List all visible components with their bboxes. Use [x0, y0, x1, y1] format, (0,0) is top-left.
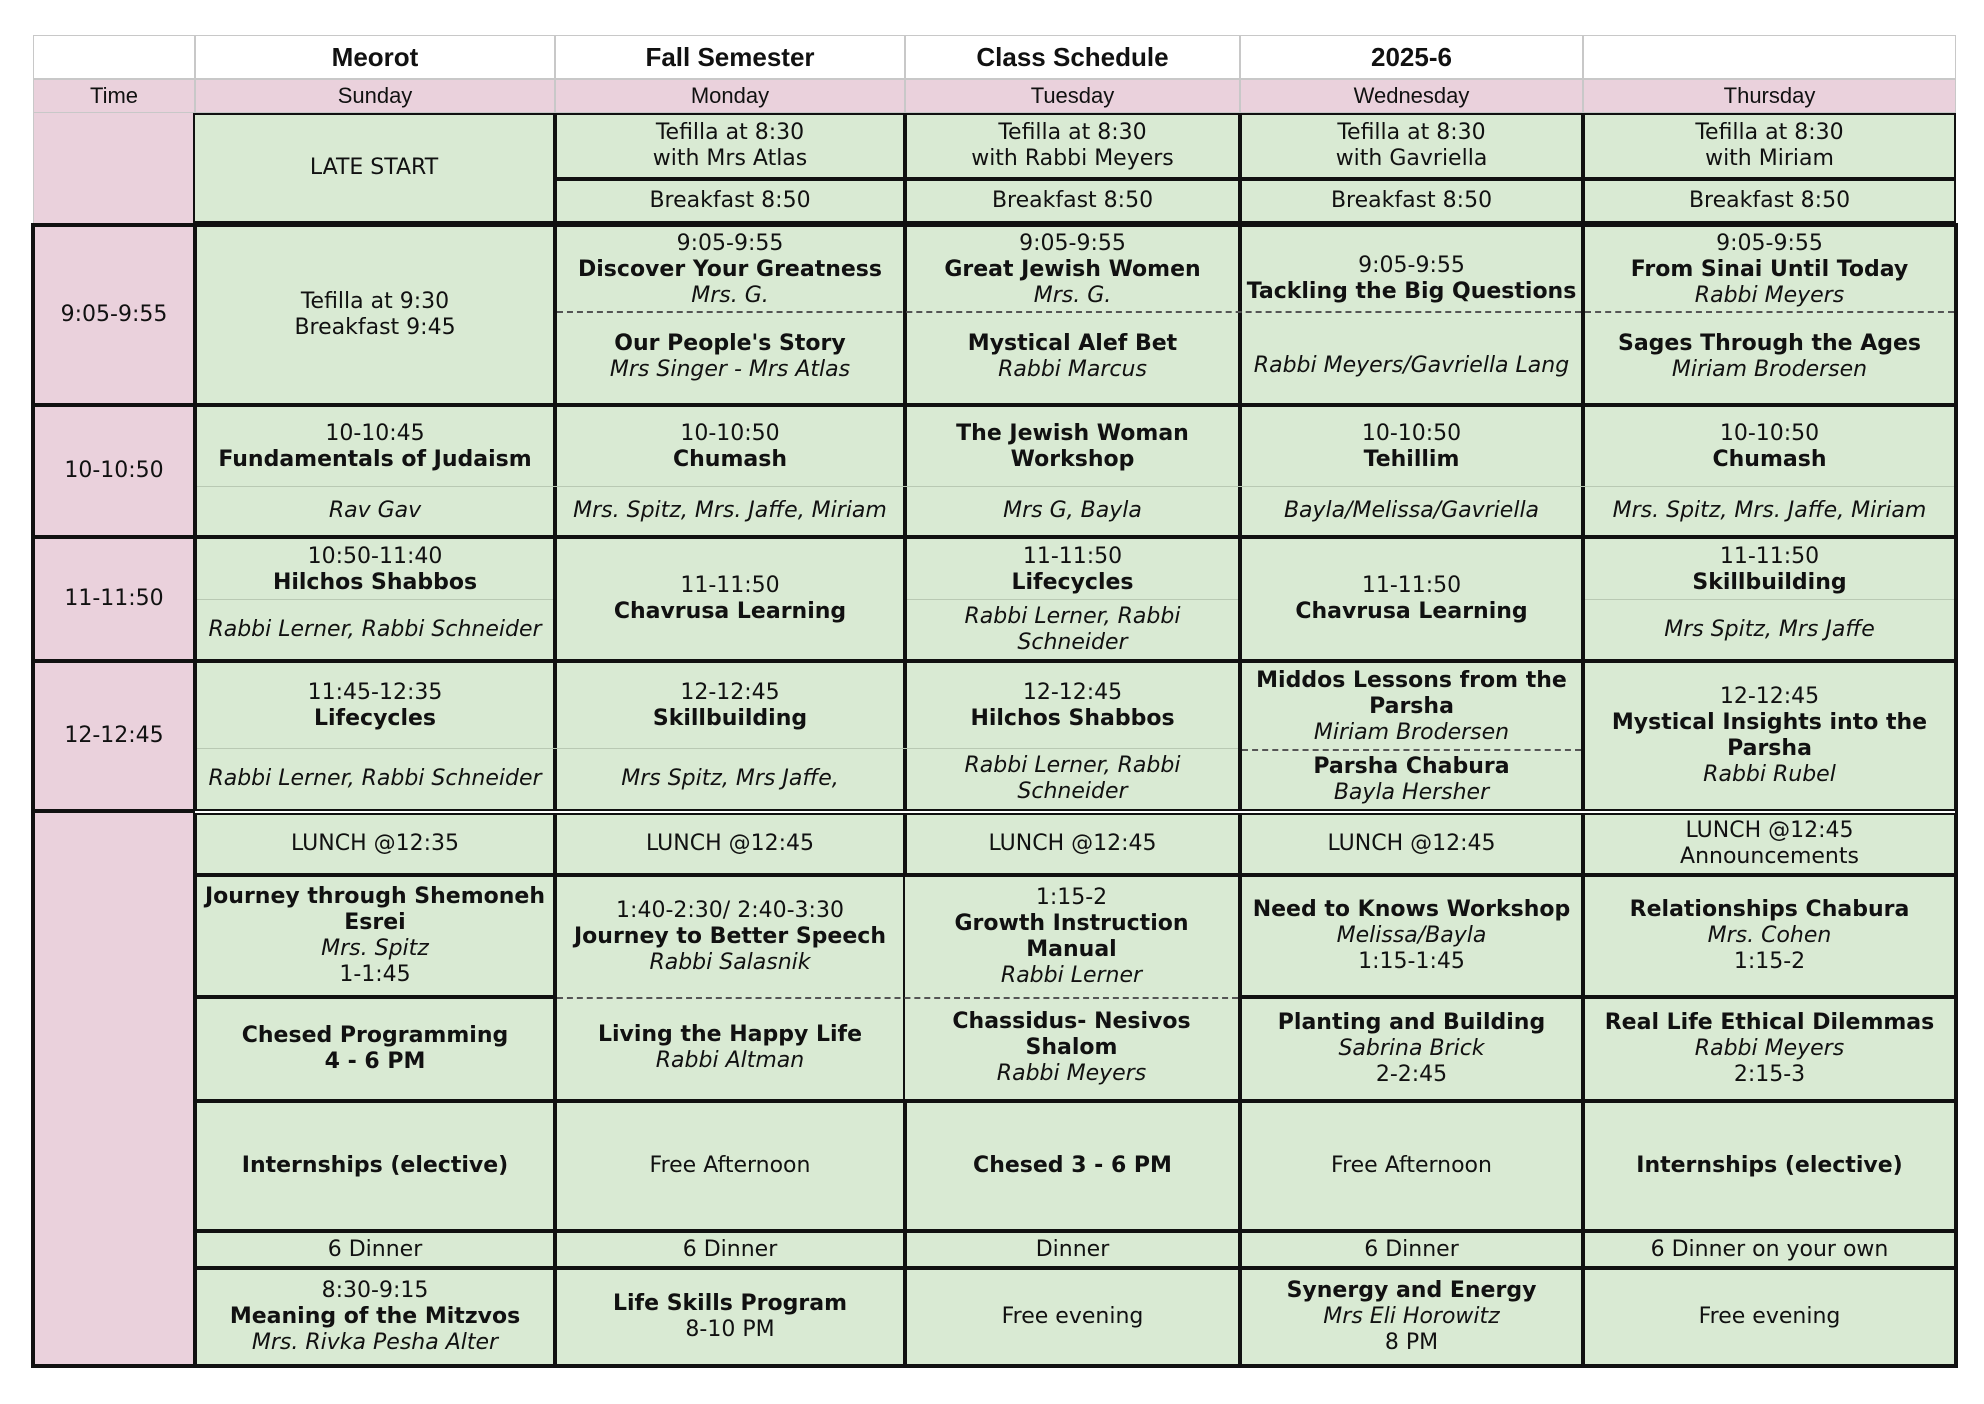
period1-thursday [1583, 225, 1956, 405]
class-teacher: Rav Gav [328, 498, 422, 523]
class-teacher: Melissa/Bayla [1336, 923, 1487, 948]
class-teacher: Mrs Spitz, Mrs Jaffe, [621, 766, 839, 791]
class-time: 8-10 PM [685, 1317, 775, 1342]
class-title: Meaning of the Mitzvos [229, 1304, 521, 1329]
afternoon-evening-time-cell [33, 811, 195, 1366]
time-slot-3 [33, 537, 195, 661]
day-label: Tuesday [1030, 83, 1115, 108]
class-title: Chassidus- Nesivos [952, 1009, 1191, 1034]
time-slot-4 [33, 661, 195, 811]
class-block [557, 227, 903, 313]
class-block [907, 539, 1238, 601]
lunch-monday [555, 813, 905, 875]
class-title: Mystical Alef Bet [967, 331, 1178, 356]
period4-tuesday [905, 661, 1240, 811]
class-teacher: Mrs Singer - Mrs Atlas [609, 357, 851, 382]
class-teacher: Miriam Brodersen [1671, 357, 1868, 382]
tefilla-leader: with Rabbi Meyers [971, 146, 1174, 171]
period3-soft-divider [1585, 599, 1954, 600]
class-block [197, 539, 553, 601]
afternoon1-tuesday [905, 875, 1240, 997]
afternoon2-monday [555, 997, 905, 1101]
lunch-text: LUNCH @12:45 [988, 831, 1157, 856]
class-block [197, 487, 553, 535]
class-time: 8 PM [1384, 1330, 1439, 1355]
title-text: Meorot [331, 42, 419, 72]
breakfast-cell-wednesday [1240, 179, 1583, 223]
class-block [1242, 663, 1581, 751]
header-blank-cell [33, 35, 195, 79]
class-block [1242, 751, 1581, 809]
class-block [557, 663, 903, 749]
day-header-tuesday [905, 79, 1240, 113]
class-title: Real Life Ethical Dilemmas [1604, 1010, 1935, 1035]
class-title: Lifecycles [1011, 570, 1134, 595]
class-title: Journey through Shemoneh [205, 884, 545, 909]
tefilla-cell-thursday [1583, 113, 1956, 179]
period2-sunday [195, 405, 555, 537]
class-time: 12-12:45 [680, 680, 780, 705]
period4-sunday [195, 661, 555, 811]
class-block [557, 487, 903, 535]
class-title: From Sinai Until Today [1630, 257, 1909, 282]
class-title: Chumash [673, 447, 787, 472]
class-block [197, 749, 553, 809]
class-time: 9:05-9:55 [676, 231, 784, 256]
header-blank-cell [1583, 35, 1956, 79]
day-label: Monday [690, 83, 770, 108]
class-block [557, 749, 903, 809]
class-teacher: Schneider [1017, 779, 1128, 804]
class-time: 10-10:45 [325, 421, 425, 446]
class-teacher: Rabbi Rubel [1703, 762, 1836, 787]
class-time: 9:05-9:55 [1019, 231, 1126, 256]
afternoon3-monday [555, 1101, 905, 1231]
class-block [907, 313, 1238, 401]
class-time: 2-2:45 [1375, 1062, 1448, 1087]
class-block [1585, 487, 1954, 535]
class-title: Fundamentals of Judaism [218, 447, 532, 472]
tefilla-time: Tefilla at 9:30 [300, 289, 450, 314]
breakfast-cell-monday [555, 179, 905, 223]
class-time: 10-10:50 [1719, 421, 1820, 446]
afternoon3-wednesday [1240, 1101, 1583, 1231]
class-title: Journey to Better Speech [574, 924, 886, 949]
time-column-header [33, 79, 195, 113]
class-block [1242, 227, 1581, 331]
class-teacher: Mrs Eli Horowitz [1323, 1304, 1500, 1329]
class-title: Mystical Insights into the [1611, 710, 1928, 735]
period1-split-dashed-thursday [1585, 311, 1954, 313]
class-teacher: Mrs Spitz, Mrs Jaffe [1664, 617, 1875, 642]
breakfast-text: Breakfast 8:50 [1330, 188, 1493, 213]
class-time: 1-1:45 [339, 962, 411, 987]
evening-tuesday [905, 1268, 1240, 1366]
class-block [907, 601, 1238, 659]
dinner-tuesday [905, 1231, 1240, 1268]
afternoon1-thursday [1583, 875, 1956, 997]
header-title-schedule [905, 35, 1240, 79]
day-header-thursday [1583, 79, 1956, 113]
class-title: Tackling the Big Questions [1246, 279, 1577, 304]
title-text: 2025-6 [1371, 42, 1452, 72]
class-teacher: Mrs G, Bayla [1003, 498, 1142, 523]
afternoon-split-dashed [557, 997, 1238, 999]
time-slot-label: 10-10:50 [64, 458, 164, 483]
dinner-wednesday [1240, 1231, 1583, 1268]
evening-sunday [195, 1268, 555, 1366]
day-label: Wednesday [1353, 83, 1470, 108]
late-start-cell [193, 113, 555, 223]
period1-split-dashed [557, 311, 1581, 313]
class-block [197, 407, 553, 487]
lunch-wednesday [1240, 813, 1583, 875]
class-block [907, 407, 1238, 487]
period4-monday [555, 661, 905, 811]
class-teacher: Mrs. Spitz, Mrs. Jaffe, Miriam [1612, 498, 1927, 523]
class-teacher: Mrs. G. [691, 283, 769, 308]
class-teacher: Miriam Brodersen [1313, 720, 1510, 745]
lunch-text: LUNCH @12:45 [645, 831, 815, 856]
period3-soft-divider [197, 599, 553, 600]
period1-monday [555, 225, 905, 405]
afternoon1-sunday [195, 875, 555, 997]
class-time: 8:30-9:15 [321, 1278, 429, 1303]
activity-text: Internships (elective) [1636, 1153, 1903, 1178]
dinner-text: 6 Dinner [327, 1236, 423, 1262]
class-block [1585, 227, 1954, 313]
breakfast-text: Breakfast 8:50 [1688, 188, 1851, 213]
period4-soft-divider [197, 748, 1238, 749]
day-label: Sunday [337, 83, 413, 108]
tefilla-time: Tefilla at 8:30 [998, 120, 1147, 145]
time-slot-label: 12-12:45 [64, 723, 164, 748]
class-teacher: Rabbi Lerner, Rabbi Schneider [208, 617, 542, 642]
tefilla-cell-wednesday [1240, 113, 1583, 179]
class-time: 11-11:50 [680, 573, 780, 598]
title-text: Class Schedule [976, 42, 1169, 72]
evening-monday [555, 1268, 905, 1366]
class-teacher: Bayla Hersher [1333, 780, 1490, 805]
time-slot-2 [33, 405, 195, 537]
class-time: 10:50-11:40 [307, 544, 443, 569]
dinner-sunday [195, 1231, 555, 1268]
class-title: Hilchos Shabbos [272, 570, 478, 595]
class-title: Parsha Chabura [1313, 754, 1510, 779]
period2-soft-divider [197, 486, 1954, 487]
activity-text: Free Afternoon [1331, 1153, 1492, 1178]
class-block [557, 313, 903, 401]
activity-text: Chesed 3 - 6 PM [973, 1153, 1172, 1178]
period2-monday [555, 405, 905, 537]
class-teacher: Rabbi Meyers [996, 1061, 1147, 1086]
breakfast-text: Breakfast 8:50 [649, 188, 811, 213]
class-time: 12-12:45 [1719, 684, 1820, 709]
activity-text: Free evening [1698, 1304, 1841, 1329]
class-block [1585, 601, 1954, 659]
tefilla-time: Tefilla at 8:30 [1337, 120, 1486, 145]
class-title: Lifecycles [313, 706, 437, 731]
period1-wednesday [1240, 225, 1583, 405]
class-teacher: Mrs. Rivka Pesha Alter [251, 1330, 499, 1355]
class-teacher: Rabbi Marcus [998, 357, 1147, 382]
class-teacher: Mrs. Cohen [1707, 923, 1832, 948]
class-title: Manual [1026, 937, 1117, 962]
class-time: 12-12:45 [1022, 680, 1123, 705]
activity-text: Free Afternoon [649, 1153, 811, 1178]
afternoon3-thursday [1583, 1101, 1956, 1231]
class-time: 9:05-9:55 [1716, 231, 1823, 256]
tefilla-leader: with Mrs Atlas [652, 146, 808, 171]
tefilla-time: Tefilla at 8:30 [655, 120, 805, 145]
period4-thursday [1583, 661, 1956, 811]
class-time: 1:40-2:30/ 2:40-3:30 [616, 898, 844, 923]
class-title: Need to Knows Workshop [1252, 897, 1571, 922]
class-block [907, 663, 1238, 749]
class-title: Shalom [1025, 1035, 1118, 1060]
day-label: Thursday [1723, 83, 1816, 108]
class-time: 1:15-1:45 [1358, 949, 1465, 974]
afternoon1-monday [555, 875, 905, 997]
period3-monday [555, 537, 905, 661]
class-title: Great Jewish Women [944, 257, 1201, 282]
class-time: 2:15-3 [1733, 1062, 1806, 1087]
class-title: Skillbuilding [652, 706, 808, 731]
tefilla-cell-monday [555, 113, 905, 179]
activity-text: Internships (elective) [241, 1153, 509, 1178]
class-teacher: Sabrina Brick [1338, 1036, 1485, 1061]
class-title: Chavrusa Learning [1295, 599, 1528, 624]
class-block [557, 407, 903, 487]
class-teacher: Mrs. G. [1033, 283, 1112, 308]
activity-text: Free evening [1001, 1304, 1144, 1329]
class-block [197, 601, 553, 659]
breakfast-time: Breakfast 9:45 [294, 315, 456, 340]
dinner-monday [555, 1231, 905, 1268]
class-time: 10-10:50 [1361, 421, 1462, 446]
class-block [1242, 487, 1581, 535]
time-slot-label: 11-11:50 [64, 586, 164, 611]
class-time: 4 - 6 PM [324, 1049, 426, 1074]
day-header-sunday [195, 79, 555, 113]
class-title: Discover Your Greatness [578, 257, 882, 282]
class-title: Life Skills Program [612, 1291, 848, 1316]
class-teacher: Rabbi Lerner [1000, 963, 1143, 988]
lunch-tuesday [905, 813, 1240, 875]
class-teacher: Schneider [1017, 630, 1128, 655]
class-time: 9:05-9:55 [1358, 253, 1465, 278]
class-title: Planting and Building [1277, 1010, 1546, 1035]
breakfast-cell-tuesday [905, 179, 1240, 223]
class-teacher: Mrs. Spitz, Mrs. Jaffe, Miriam [573, 498, 887, 523]
late-start-text: LATE START [309, 155, 439, 180]
class-title: Living the Happy Life [597, 1022, 863, 1047]
period1-tuesday [905, 225, 1240, 405]
lunch-thursday [1583, 813, 1956, 875]
class-teacher: Mrs. Spitz [321, 936, 429, 961]
afternoon2-wednesday [1240, 997, 1583, 1101]
class-title: Parsha [1727, 736, 1812, 761]
tefilla-leader: with Miriam [1705, 146, 1834, 171]
class-teacher: Rabbi Altman [655, 1048, 805, 1073]
lunch-text: LUNCH @12:35 [290, 831, 460, 856]
class-block [907, 749, 1238, 809]
lunch-sunday [195, 813, 555, 875]
period4-wednesday [1240, 661, 1583, 811]
class-title: The Jewish Woman [956, 421, 1189, 446]
afternoon3-sunday [195, 1101, 555, 1231]
class-time: 11-11:50 [1361, 573, 1462, 598]
class-title: Sages Through the Ages [1617, 331, 1922, 356]
afternoon2-thursday [1583, 997, 1956, 1101]
header-title-year [1240, 35, 1583, 79]
dinner-text: 6 Dinner [682, 1236, 778, 1262]
tefilla-time: Tefilla at 8:30 [1695, 120, 1844, 145]
class-teacher: Rabbi Salasnik [649, 950, 811, 975]
class-time: 10-10:50 [680, 421, 780, 446]
class-block [1242, 407, 1581, 487]
dinner-thursday [1583, 1231, 1956, 1268]
period2-wednesday [1240, 405, 1583, 537]
day-header-monday [555, 79, 905, 113]
class-time: 11-11:50 [1719, 544, 1820, 569]
class-teacher: Bayla/Melissa/Gavriella [1283, 498, 1540, 523]
class-time: 11:45-12:35 [307, 680, 443, 705]
dinner-text: 6 Dinner on your own [1650, 1236, 1889, 1262]
evening-wednesday [1240, 1268, 1583, 1366]
class-title: Relationships Chabura [1629, 897, 1910, 922]
class-title: Middos Lessons from the [1256, 668, 1567, 693]
class-title: Esrei [344, 910, 406, 935]
class-title: Chumash [1712, 447, 1827, 472]
afternoon2-tuesday [905, 997, 1240, 1101]
lunch-text: LUNCH @12:45 [1685, 818, 1854, 843]
class-title: Chavrusa Learning [613, 599, 847, 624]
header-title-semester [555, 35, 905, 79]
class-block [197, 663, 553, 749]
class-title: Workshop [1010, 447, 1135, 472]
class-teacher: Rabbi Lerner, Rabbi [964, 753, 1181, 778]
class-block [1585, 539, 1954, 601]
period3-wednesday [1240, 537, 1583, 661]
morning-time-cell [33, 113, 195, 223]
announcements-text: Announcements [1680, 844, 1859, 869]
class-block [907, 227, 1238, 313]
class-title: Hilchos Shabbos [970, 706, 1175, 731]
period4-split-dashed [1242, 749, 1581, 751]
class-time: 11-11:50 [1022, 544, 1123, 569]
title-text: Fall Semester [645, 42, 815, 72]
period1-sunday [195, 225, 555, 405]
class-teacher: Rabbi Meyers [1694, 1036, 1845, 1061]
tefilla-cell-tuesday [905, 113, 1240, 179]
class-block [907, 487, 1238, 535]
class-time: 1:15-2 [1035, 885, 1108, 910]
dinner-text: Dinner [1035, 1236, 1110, 1262]
class-title: Chesed Programming [241, 1023, 509, 1048]
class-block [1585, 313, 1954, 401]
dinner-text: 6 Dinner [1364, 1236, 1459, 1262]
class-title: Our People's Story [614, 331, 846, 356]
class-title: Synergy and Energy [1286, 1278, 1537, 1303]
time-slot-1 [33, 225, 195, 405]
class-block [1585, 407, 1954, 487]
class-teacher: Rabbi Meyers [1694, 283, 1845, 308]
class-title: Growth Instruction [954, 911, 1189, 936]
period2-tuesday [905, 405, 1240, 537]
class-teacher: Rabbi Lerner, Rabbi Schneider [208, 766, 542, 791]
class-block [1242, 331, 1581, 401]
time-slot-label: 9:05-9:55 [60, 302, 168, 327]
evening-thursday [1583, 1268, 1956, 1366]
header-title-meorot [195, 35, 555, 79]
afternoon2-sunday [195, 997, 555, 1101]
period2-thursday [1583, 405, 1956, 537]
afternoon3-tuesday [905, 1101, 1240, 1231]
time-label: Time [89, 83, 139, 108]
lunch-text: LUNCH @12:45 [1327, 831, 1496, 856]
tefilla-leader: with Gavriella [1335, 146, 1488, 171]
breakfast-cell-thursday [1583, 179, 1956, 223]
class-title: Parsha [1369, 694, 1454, 719]
class-title: Tehillim [1363, 447, 1460, 472]
period3-soft-divider [907, 599, 1238, 600]
afternoon1-wednesday [1240, 875, 1583, 997]
class-time: 1:15-2 [1733, 949, 1806, 974]
class-teacher: Rabbi Lerner, Rabbi [964, 604, 1181, 629]
class-teacher: Rabbi Meyers/Gavriella Lang [1253, 353, 1570, 378]
breakfast-text: Breakfast 8:50 [991, 188, 1154, 213]
class-title: Skillbuilding [1692, 570, 1847, 595]
day-header-wednesday [1240, 79, 1583, 113]
